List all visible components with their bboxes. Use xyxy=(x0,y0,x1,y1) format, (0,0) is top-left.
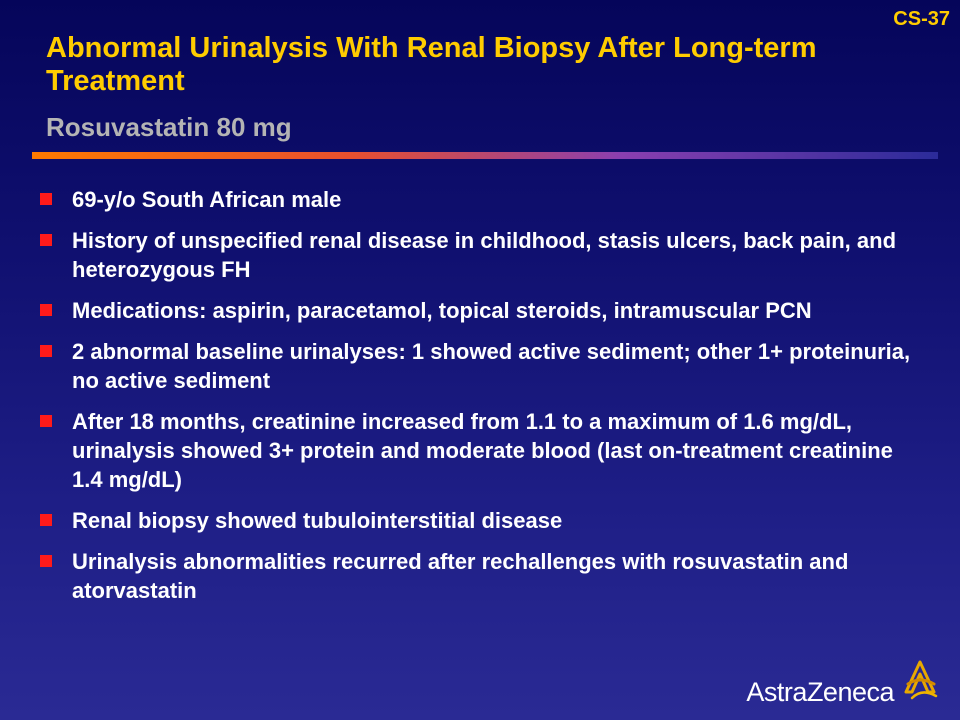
bullet-item xyxy=(40,407,920,494)
slide-title: Abnormal Urinalysis With Renal Biopsy After Long-term Treatment xyxy=(46,32,817,97)
bullet-item xyxy=(40,506,920,535)
bullet-text: Urinalysis abnormalities recurred after rechallenges with rosuvastatin and atorvastatin xyxy=(72,549,849,603)
bullet-text: After 18 months, creatinine increased from 1.1 to a maximum of 1.6 mg/dL, urinalysis showed 3+ protein and moderate blood (last on-treatment creatinine 1.4 mg/dL) xyxy=(72,409,893,492)
bullet-item xyxy=(40,547,920,605)
bullet-text: History of unspecified renal disease in childhood, stasis ulcers, back pain, and heterozygous FH xyxy=(72,228,897,282)
bullet-text: 2 abnormal baseline urinalyses: 1 showed active sediment; other 1+ proteinuria, no active sediment xyxy=(72,339,911,393)
bullet-item xyxy=(40,185,920,214)
company-logo xyxy=(732,660,942,708)
slide-number: CS-37 xyxy=(893,8,950,30)
title-divider xyxy=(32,152,938,159)
bullet-text: Renal biopsy showed tubulointerstitial disease xyxy=(72,508,563,533)
bullet-marker-icon xyxy=(40,514,52,526)
bullet-marker-icon xyxy=(40,555,52,567)
bullet-item xyxy=(40,226,920,284)
bullet-marker-icon xyxy=(40,234,52,246)
bullet-marker-icon xyxy=(40,345,52,357)
bullet-item xyxy=(40,337,920,395)
logo-wordmark: AstraZeneca xyxy=(746,677,894,707)
bullet-text: 69-y/o South African male xyxy=(72,187,342,212)
astrazeneca-logo-icon xyxy=(898,658,942,702)
bullet-text: Medications: aspirin, paracetamol, topical steroids, intramuscular PCN xyxy=(72,298,812,323)
bullet-marker-icon xyxy=(40,415,52,427)
slide-subtitle: Rosuvastatin 80 mg xyxy=(46,112,292,142)
bullet-list xyxy=(40,185,920,617)
bullet-marker-icon xyxy=(40,193,52,205)
bullet-item xyxy=(40,296,920,325)
bullet-marker-icon xyxy=(40,304,52,316)
